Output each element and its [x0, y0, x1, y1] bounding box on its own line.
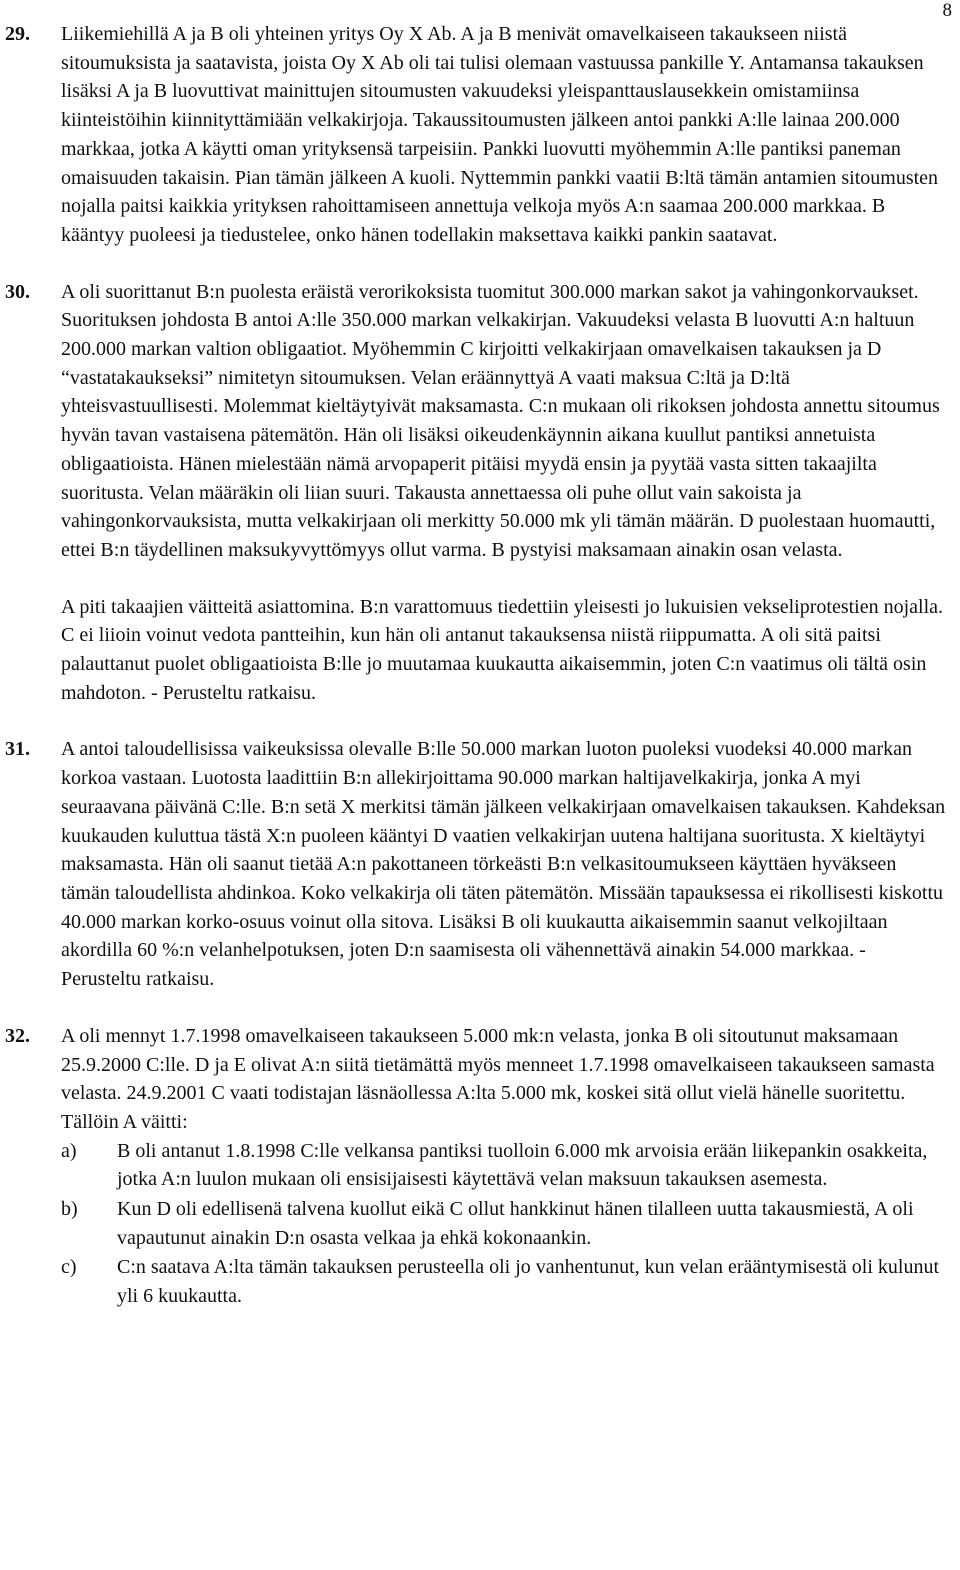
problem-31	[0, 735, 960, 993]
claim-item	[61, 1137, 950, 1194]
claim-letter: c)	[61, 1256, 77, 1279]
problem-text: A antoi taloudellisissa vaikeuksissa olevalle B:lle 50.000 markan luoton puoleksi vuodeksi 40.000 markan korkoa vastaan. Luotosta laadittiin B:n allekirjoittama 90.000 markan haltijavelkakirja, jonka A myi seuraavana päivänä C:lle. B:n setä X merkitsi tämän jälkeen velkakirjaan omavelkaisen takauksen. Kahdeksan kuukauden kuluttua tästä X:n puoleen kääntyi D vaatien velkakirjan uutena haltijana suoritusta. X kieltäytyi maksamasta. Hän oli saanut tietää A:n pakottaneen törkeästi B:n velkasitoumukseen käyttäen hyväkseen tämän taloudellista ahdinkoa. Koko velkakirja oli täten pätemätön. Missään tapauksessa ei rikollisesti kiskottu 40.000 markan korko-osuus voinut olla sitova. Lisäksi B oli kuukautta aikaisemmin saanut velkojiltaan akordilla 60 %:n velanhelpotuksen, joten D:n saamisesta oli vähennettävä ainakin 54.000 markkaa. - Perusteltu ratkaisu.	[61, 738, 946, 991]
document-page	[0, 20, 960, 1339]
problem-text: A oli suorittanut B:n puolesta eräistä verorikoksista tuomitut 300.000 markan sakot ja vahingonkorvaukset. Suorituksen johdosta B antoi A:lle 350.000 markan velkakirjan. Vakuudeksi velasta B luovutti A:n haltuun 200.000 markan valtion obligaatiot. Myöhemmin C kirjoitti velkakirjaan omavelkaisen takauksen ja D “vastatakaukseksi” nimitetyn sitoumuksen. Velan eräännyttyä A vaati maksua C:ltä ja D:ltä yhteisvastuullisesti. Molemmat kieltäytyivät maksamasta. C:n mukaan oli rikoksen johdosta annettu sitoumus hyvän tavan vastaisena pätemätön. Hän oli lisäksi oikeudenkäynnin aikana kuullut pantiksi annetuista obligaatioista. Hänen mielestään nämä arvopaperit pitäisi myydä ensin ja pyytää vasta sitten takaajilta suoritusta. Velan määräkin oli liian suuri. Takausta annettaessa oli puhe ollut vain sakoista ja vahingonkorvauksista, mutta velkakirjaan oli merkitty 50.000 mk yli tämän määrän. D puolestaan huomautti, ettei B:n täydellinen maksukyvyttömyys ollut varma. B pystyisi maksamaan ainakin osan velasta.	[61, 280, 940, 561]
claim-text: B oli antanut 1.8.1998 C:lle velkansa pantiksi tuolloin 6.000 mk arvoisia erään liikepankin osakkeita, jotka A:n luulon mukaan oli ensisijaisesti käytettävä velan maksuun takauksen asemesta.	[117, 1139, 928, 1191]
claim-letter: b)	[61, 1198, 78, 1221]
problem-text: Liikemiehillä A ja B oli yhteinen yritys Oy X Ab. A ja B menivät omavelkaiseen takaukseen niistä sitoumuksista ja saatavista, joista Oy X Ab oli tai tulisi olemaan vastuussa pankille Y. Antamansa takauksen lisäksi A ja B luovuttivat mainittujen sitoumusten vakuudeksi yleispanttauslausekkein omistamiinsa kiinteistöihin kiinnityttämiään velkakirjoja. Takaussitoumusten jälkeen antoi pankki A:lle lainaa 200.000 markkaa, jotka A käytti oman yrityksensä tarpeisiin. Pankki luovutti myöhemmin A:lle pantiksi paneman omaisuuden takaisin. Pian tämän jälkeen A kuoli. Nyttemmin pankki vaatii B:ltä tämän antamien sitoumusten nojalla paitsi kaikkia yrityksen rahoittamiseen annettuja velkoja myös A:n saamaa 200.000 markkaa. B kääntyy puoleesi ja tiedustelee, onko hänen todellakin maksettava kaikki pankin saatavat.	[61, 23, 939, 246]
claim-text: Kun D oli edellisenä talvena kuollut eikä C ollut hankkinut hänen tilalleen uutta takausmiestä, A oli vapautunut ainakin D:n osasta velkaa ja ehkä kokonaankin.	[117, 1198, 914, 1249]
claim-item	[61, 1253, 950, 1310]
claims-list	[61, 1137, 950, 1311]
claim-item	[61, 1195, 950, 1252]
problem-number: 30.	[5, 280, 30, 303]
problem-text: A oli mennyt 1.7.1998 omavelkaiseen takaukseen 5.000 mk:n velasta, jonka B oli sitoutunut maksamaan 25.9.2000 C:lle. D ja E olivat A:n siitä tietämättä myös menneet 1.7.1998 omavelkaiseen takaukseen samasta velasta. 24.9.2001 C vaati todistajan läsnäollessa A:lta 5.000 mk, koskei sitä ollut vielä hänelle suoritettu. Tällöin A väitti:	[61, 1024, 935, 1133]
problem-number: 29.	[5, 23, 30, 45]
problem-number: 31.	[5, 738, 30, 761]
claim-letter: a)	[61, 1139, 77, 1162]
problem-text: A piti takaajien väitteitä asiattomina. B:n varattomuus tiedettiin yleisesti jo lukuisien vekseliprotestien nojalla. C ei liioin voinut vedota pantteihin, kun hän oli antanut takauksensa niistä riippumatta. A oli sitä paitsi palauttanut puolet obligaatioista B:lle jo muutamaa kuukautta aikaisemmin, joten C:n vaatimus oli tältä osin mahdoton. - Perusteltu ratkaisu.	[61, 595, 944, 704]
problem-30	[0, 278, 960, 708]
page-number: 8	[942, 0, 952, 21]
claim-text: C:n saatava A:lta tämän takauksen perusteella oli jo vanhentunut, kun velan erääntymisestä oli kulunut yli 6 kuukautta.	[117, 1256, 940, 1308]
problem-number: 32.	[5, 1024, 30, 1047]
problem-29	[0, 20, 960, 250]
problem-32	[0, 1022, 960, 1311]
